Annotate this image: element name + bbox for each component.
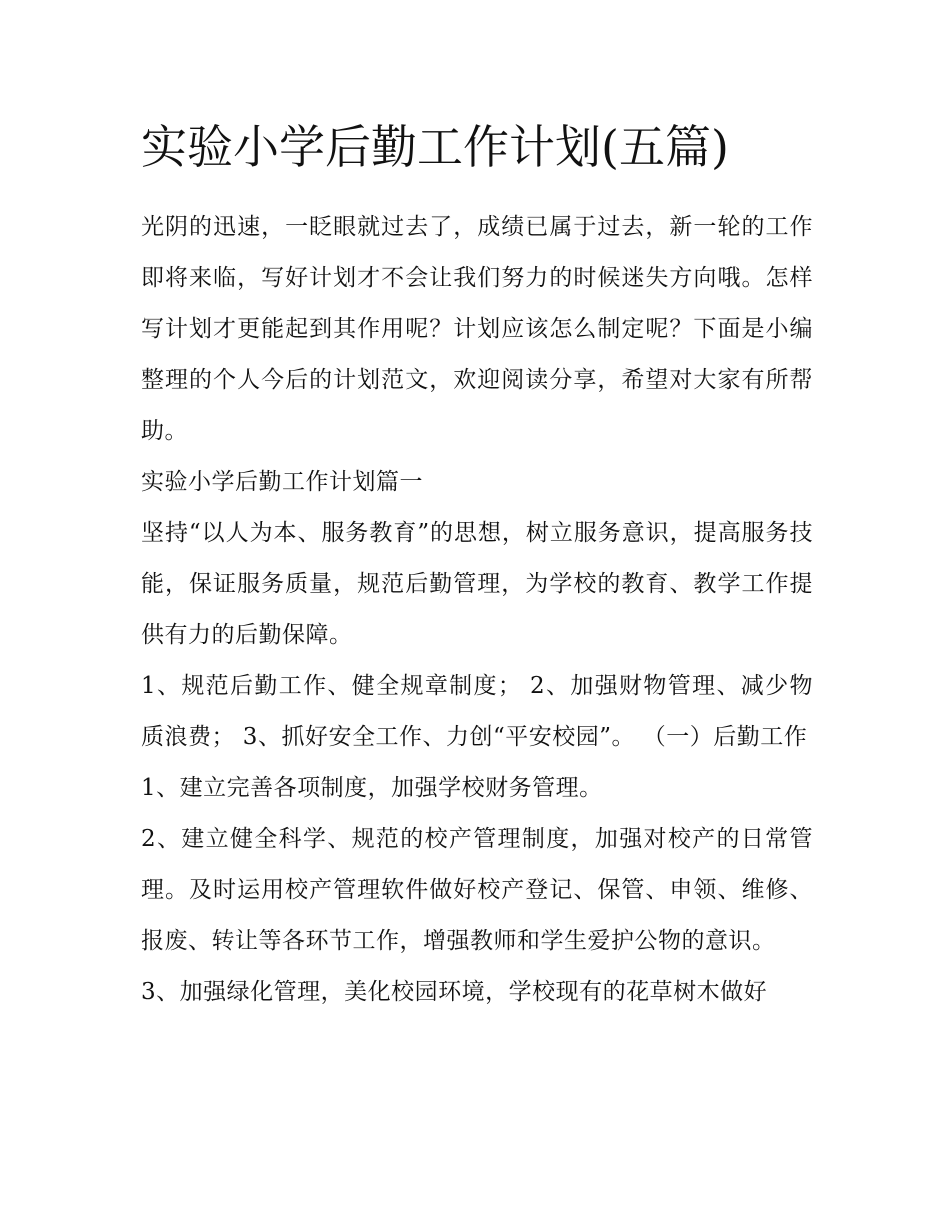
intro-paragraph: 光阴的迅速，一眨眼就过去了，成绩已属于过去，新一轮的工作即将来临，写好计划才不会让我们努力的时候迷失方向哦。怎样写计划才更能起到其作用呢？计划应该怎么制定呢？下面是小编整理的个人今后的计划范文，欢迎阅读分享，希望对大家有所帮助。 bbox=[141, 214, 813, 444]
list-item: 2、建立健全科学、规范的校产管理制度，加强对校产的日常管理。及时运用校产管理软件做好校产登记、保管、申领、维修、报废、转让等各环节工作，增强教师和学生爱护公物的意识。 bbox=[141, 826, 813, 954]
list-item: 1、建立完善各项制度，加强学校财务管理。 bbox=[141, 775, 603, 801]
body-paragraph: 坚持“以人为本、服务教育”的思想，树立服务意识，提高服务技能，保证服务质量，规范后勤管理，为学校的教育、教学工作提供有力的后勤保障。 bbox=[141, 520, 813, 648]
goals-paragraph: 1、规范后勤工作、健全规章制度； 2、加强财物管理、减少物质浪费； 3、抓好安全工作、力创“平安校园”。 （一）后勤工作 bbox=[141, 673, 813, 750]
list-item: 3、加强绿化管理，美化校园环境，学校现有的花草树木做好 bbox=[141, 979, 768, 1005]
document-page bbox=[141, 112, 813, 1018]
section-heading: 实验小学后勤工作计划篇一 bbox=[141, 469, 423, 495]
document-title: 实验小学后勤工作计划(五篇) bbox=[141, 120, 729, 174]
